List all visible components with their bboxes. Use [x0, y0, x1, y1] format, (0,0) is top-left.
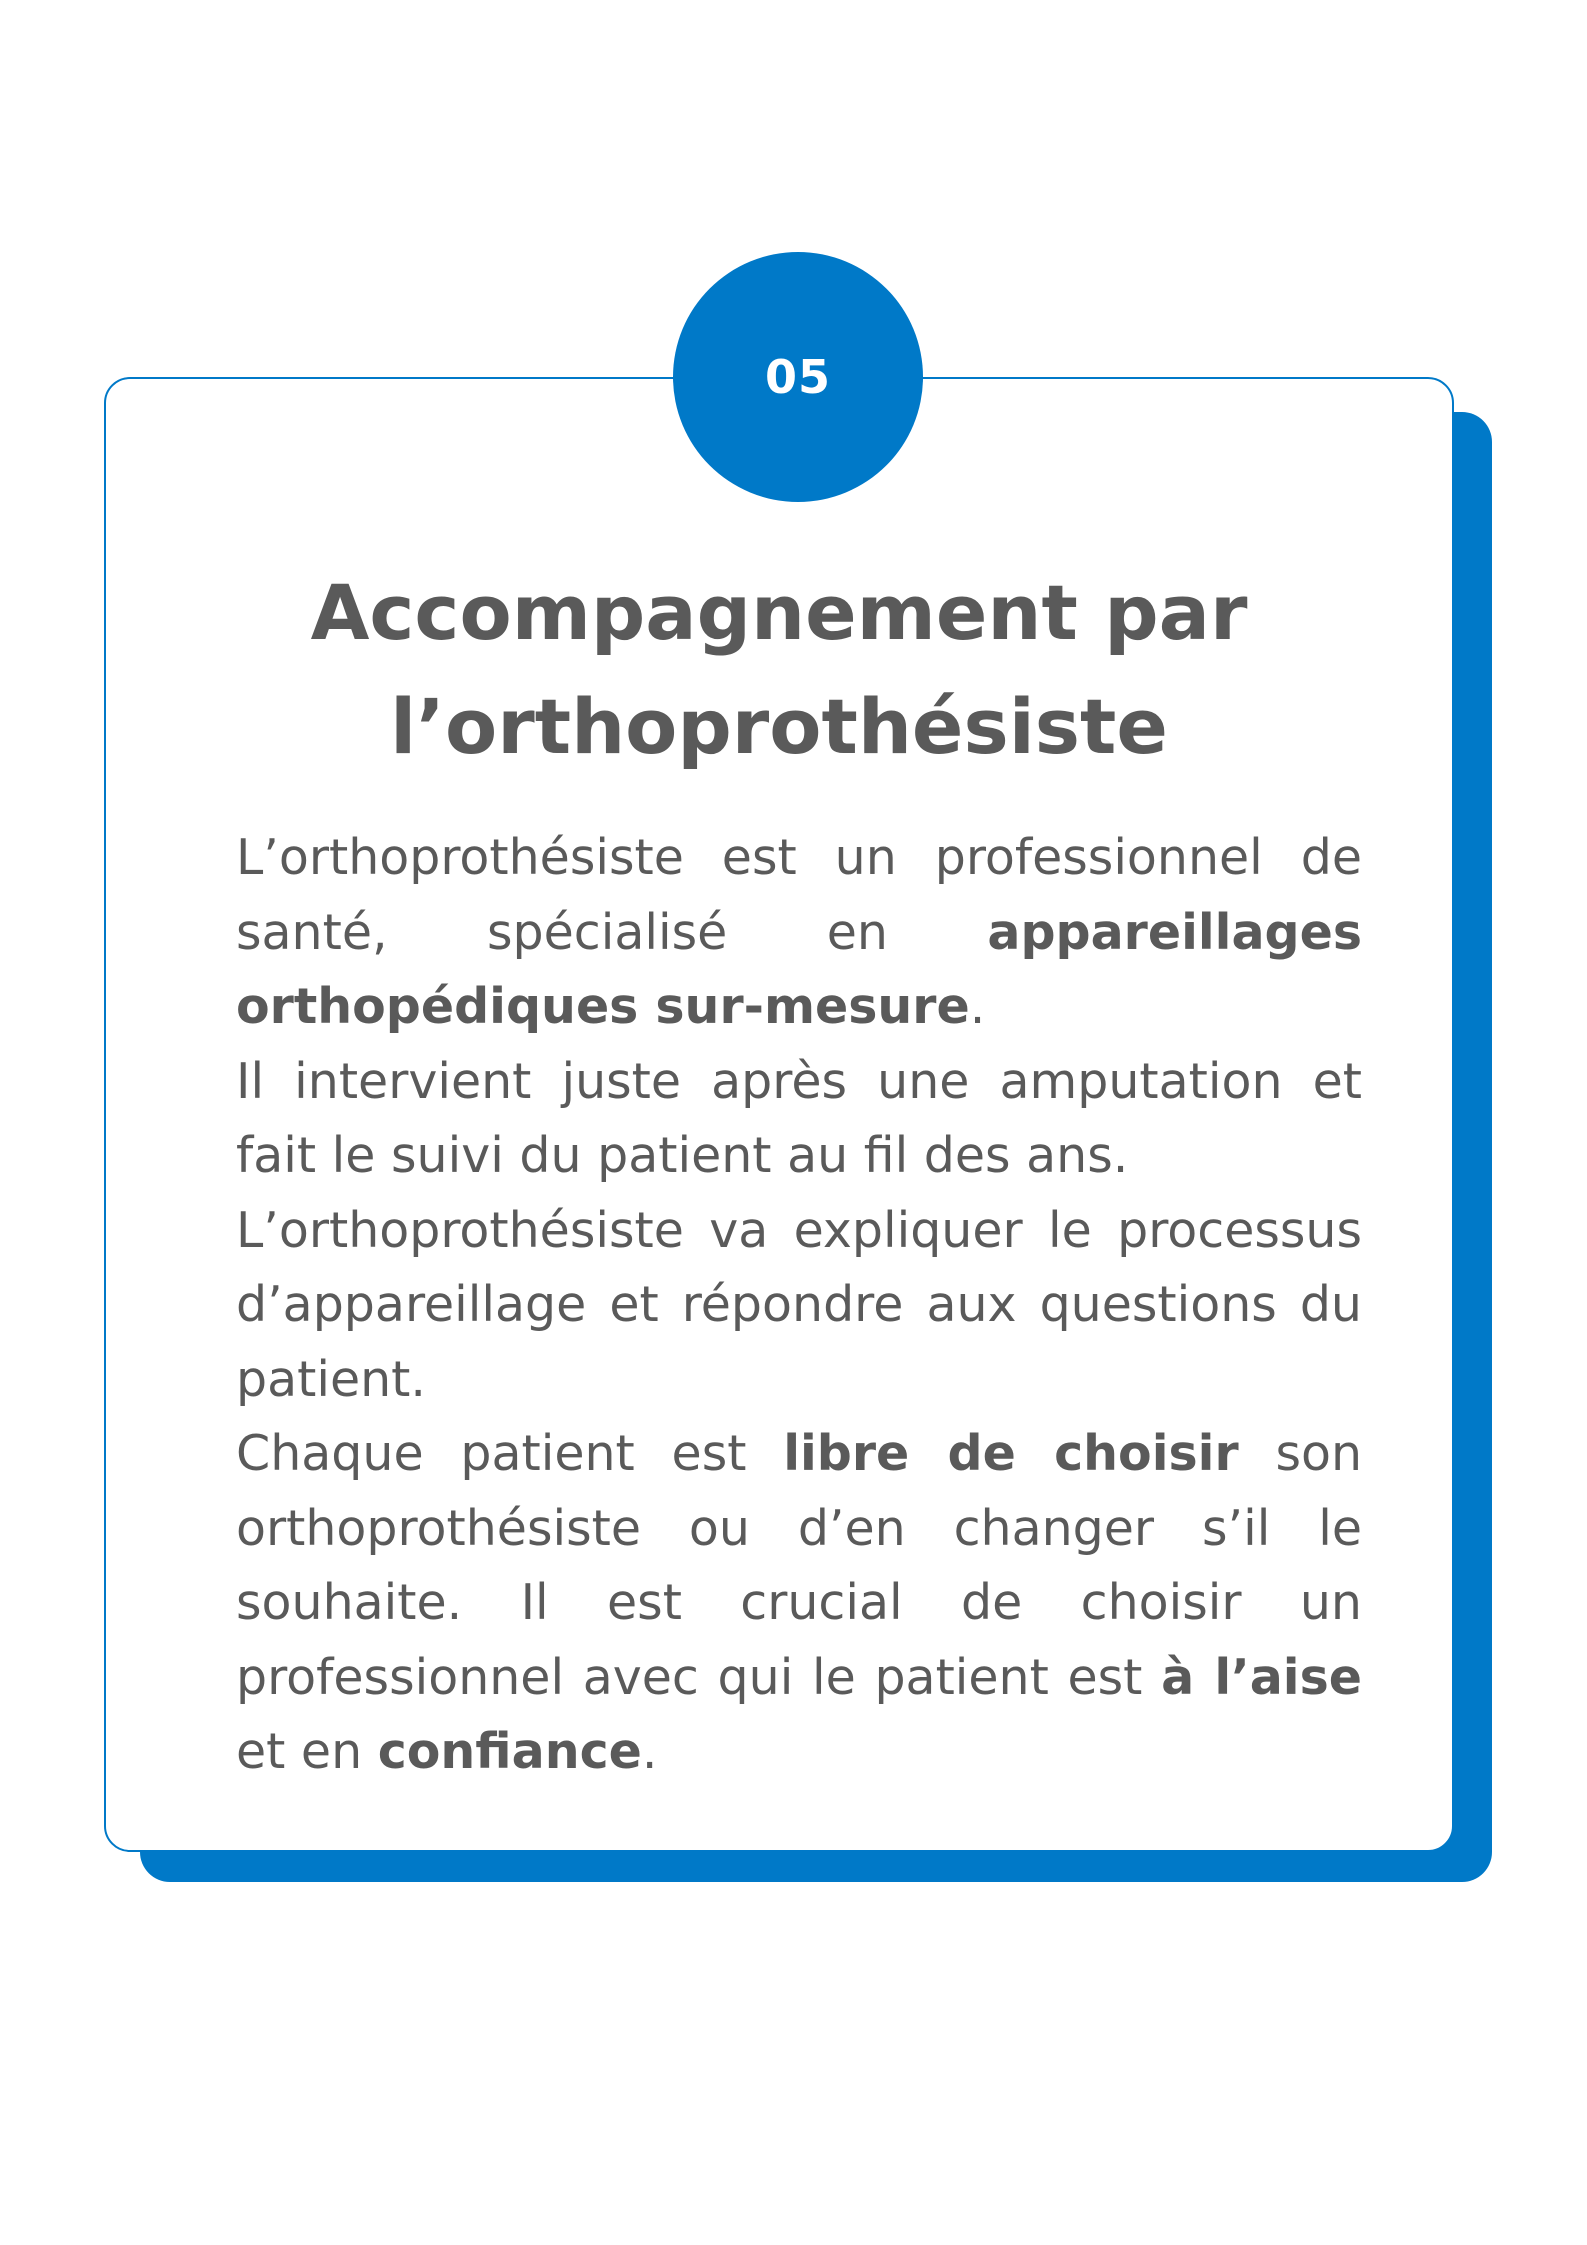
paragraph-text: L’orthoprothésiste est un professionnel de santé, spécialisé en	[236, 829, 1362, 961]
paragraph-explanation	[236, 1194, 1362, 1418]
paragraph-text: Chaque patient est	[236, 1425, 784, 1482]
emphasis-text: à l’aise	[1161, 1648, 1362, 1706]
paragraph-timing	[236, 1045, 1362, 1194]
step-number-badge	[673, 252, 923, 502]
card-body	[236, 821, 1362, 1790]
paragraph-text: .	[969, 978, 986, 1035]
paragraph-text: son orthoprothésiste ou d’en changer s’il le souhaite. Il est crucial de choisir un professionnel avec qui le patient est	[236, 1425, 1363, 1706]
emphasis-text: libre de choisir	[783, 1425, 1239, 1482]
paragraph-role	[236, 821, 1362, 1045]
paragraph-text: L’orthoprothésiste va expliquer le processus d’appareillage et répondre aux questions du patient.	[236, 1201, 1362, 1408]
emphasis-text: appareillages orthopédiques sur-mesure	[236, 903, 1362, 1035]
card-title	[104, 556, 1454, 784]
paragraph-text: et en	[236, 1723, 378, 1780]
paragraph-text: Il intervient juste après une amputation et fait le suivi du patient au fil des ans.	[236, 1052, 1362, 1184]
emphasis-text: confiance	[377, 1723, 642, 1780]
step-number: 05	[764, 350, 831, 404]
paragraph-choice	[236, 1417, 1362, 1790]
paragraph-text: .	[641, 1723, 658, 1780]
card-title-line-2: l’orthoprothésiste	[390, 682, 1168, 771]
card-title-line-1: Accompagnement par	[310, 568, 1248, 657]
